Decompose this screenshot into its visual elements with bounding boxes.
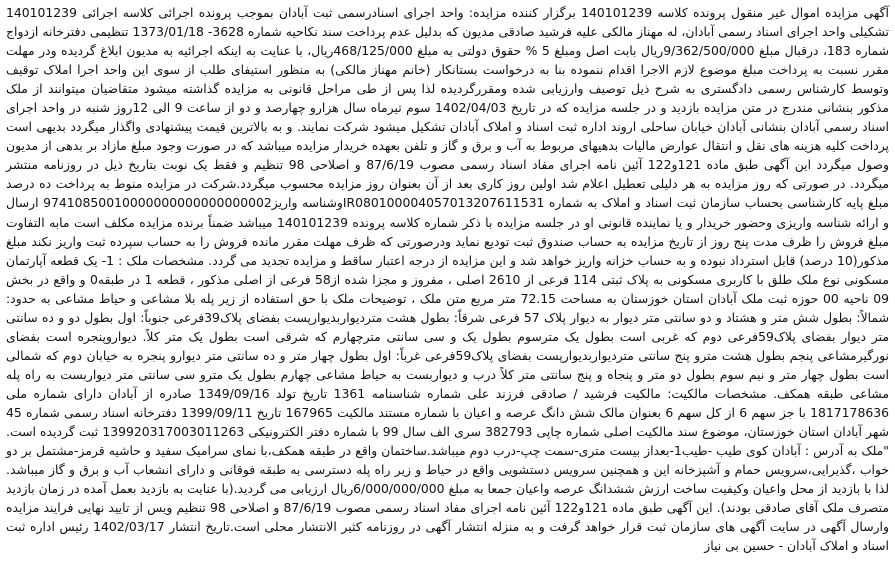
notice-body-text: آگهی مزایده اموال غیر منقول پرونده کلاسه 140101239 برگزار کننده مزایده: واحد اجرای اسنادرسمی ثبت آبادان بموجب پرونده اجرائی کلاسه اجرائی 140101239 تشکیلی واحد اجرای اسناد رسمی آبادان، له مهناز مالکی علیه فرشید صادقی مدیون که بدلیل عدم پرداخت سند نکاحیه شماره 3628- 1373/01/18 تنظیمی دفترخانه ازدواج شماره 183، درقبال مبلغ 9/362/500/000ریال بابت اصل ومبلغ 5 % حقوق دولتی به مبلغ 468/125/000ریال، با عنایت به اینکه اجرائیه به مدیون ابلاغ گردیده ودر مهلت مقرر نسبت به پرداخت مبلغ موضوع لازم الاجرا اقدام ننموده بنا به درخواست بستانکار (خانم مهناز مالکی) به منظور استیفای طلب از سوی این واحد اجرا املاک توقیف وتوسط کارشناس رسمی دادگستری به شرح ذیل توصیف وارزیابی شده ومقررگردیده لذا پس از طی مراحل قانونی به مزایده گذاشته میشود متقاضیان میتوانند از ملک مذکور بنشانی مندرج در متن مزایده بازدید و در جلسه مزایده که در تاریخ 1402/04/03 سوم تیرماه سال هزارو چهارصد و دو از ساعت 9 الی 12روز شنبه در واحد اجرای اسناد رسمی آبادان بنشانی آبادان خیابان ساحلی اروند اداره ثبت اسناد و املاک آبادان تشکیل میشود شرکت نمایند. و به بالاترین قیمت پیشنهادی واگذار میگردد بدیهی است پرداخت کلیه هزینه های نقل و انتقال عوارض مالیات بدهیهای مربوط به آب و برق و گاز و تلفن بعهده خریدار مزایده میباشد که در صورت وجود مبلغ مازاد بر بدهی از مدیون وصول میگردد این آگهی طبق ماده 121و122 آئین نامه اجرای مفاد اسناد رسمی مصوب 87/6/19 و اصلاحی 98 تنظیم و فقط یک نوبت بتاریخ ذیل در روزنامه منتشر میگردد. در صورتی که روز مزایده به هر دلیلی تعطیل اعلام شد اولین روز کاری بعد از آن بعنوان روز مزایده محسوب میگردد.شرکت در مزایده منوط به پرداخت ده درصد مبلغ پایه کارشناسی بحساب سازمان ثبت اسناد و املاک به شماره IR080100004057013207611531وشناسه واریز97410850010000000000000000002 ارسال و ارائه شناسه واریزی وحضور خریدار و یا نماینده قانونی او در جلسه مزایده با ذکر شماره کلاسه پرونده 140101239 میباشد ضمناً برنده مزایده مکلف است مابه التفاوت مبلغ فروش را ظرف مدت پنج روز از تاریخ مزایده به حساب صندوق ثبت تودیع نماید ودرصورتی که ظرف مهلت مقرر مانده فروش را به حساب سپرده ثبت واریز نکند مبلغ مذکور(10 درصد) قابل استرداد نبوده و به حساب خزانه واریز خواهد شد و این مزایده از درجه اعتبار ساقط و مزایده تجدید می گردد. مشخصات ملک : 1- یک قطعه آپارتمان مسکونی نوع ملک طلق با کاربری مسکونی به پلاک ثبتی 114 فرعی از 2610 اصلی ، مفروز و مجزا شده از58 فرعی از اصلی مذکور ، قطعه 1 در طبقه0 و واقع در بخش 09 ناحیه 00 حوزه ثبت ملک آبادان استان خوزستان به مساحت 72.15 متر مربع متن ملک ، توضیحات ملک با حق استفاده از زیر پله بلا مشاعی و حیاط مشاعی به حدود: شمالاً: بطول شش متر و هشتاد و دو سانتی متر دیوار به دیوار پلاک 57 فرعی شرقاً: بطول هشت متردیواربدیوارپست بفضای پلاک39فرعی جنوباً: اول بطول دو و ده سانتی متر دیوار بفضای پلاک59فرعی دوم که غربی است بطول یک مترسوم بطول یک و سی سانتی مترچهارم که شرقی است بطول یک متر کلاً. دیواروپنجره است بفضای نورگیرمشاعی پنجم بطول هشت مترو پنج سانتی متردیواربدیوارپست بفضای پلاک59فرعی غرباً: اول بطول چهار متر و ده سانتی متر دیوارو پنجره به خیابان دوم که شمالی است بطول چهار متر و نیم سوم بطول دو متر و پنجاه و پنج سانتی متر کلاً درب و دیواربست به حیاط مشاعی چهارم بطول یک مترو سی سانتی متر دیواربست به راه پله مشاعی طبقه همکف. مشخصات مالکیت: مالکیت فرشید / صادقی فرزند علی شماره شناسنامه 1361 تاریخ تولد 1349/09/16 صادره از آبادان دارای شماره ملی 1817178636 با جز سهم 6 از کل سهم 6 بعنوان مالک شش دانگ عرصه و اعیان با شماره مستند مالکیت 167965 تاریخ 1399/09/11 دفترخانه اسناد رسمی شماره 45 شهر آبادان استان خوزستان، موضوع سند مالکیت اصلی شماره چاپی 382793 سری الف سال 99 با شماره دفتر الکترونیکی 139920317003011263 ثبت گردیده است. "ملک به آدرس : آبادان کوی طیب -طیب1-بعداز بیست متری-سمت چپ-درب دوم میباشد.ساختمان واقع در طبقه همکف،با نمای سرامیک سفید و حاشیه قرمز-مشتمل بر دو خواب ،گذیرایی،سرویس حمام و آشپزخانه این و همچنین سرویس دستشویی واقع در حیاط و زیر راه پله دسترسی به طبقه فوقانی و دارای انشعاب آب و برق و گاز میباشد. لذا با بازدید از محل واعیان وکیفیت ساخت ارزش ششدانگ عرصه واعیان جمعا به مبلغ 6/000/000/000ریال ارزیابی می گردید.(با عنایت به بازدید بعمل آمده در زمان بازدید متصرف ملک آقای صادقی بودند). این آگهی طبق ماده 121و122 آئین نامه اجرای مفاد اسناد رسمی مصوب 87/6/19 و اصلاحی 98 تنظیم ویس از تایید نهایی فرایند مزایده وارسال آگهی در سایت آگهی های سازمان ثبت قرار خواهد گرفت و به منزله انتشار آگهی در روزنامه کثیر الانتشار محلی است.تاریخ انتشار 1402/03/17 رئیس اداره ثبت اسناد و املاک آبادان - حسین بی نیاز	[6, 5, 890, 554]
